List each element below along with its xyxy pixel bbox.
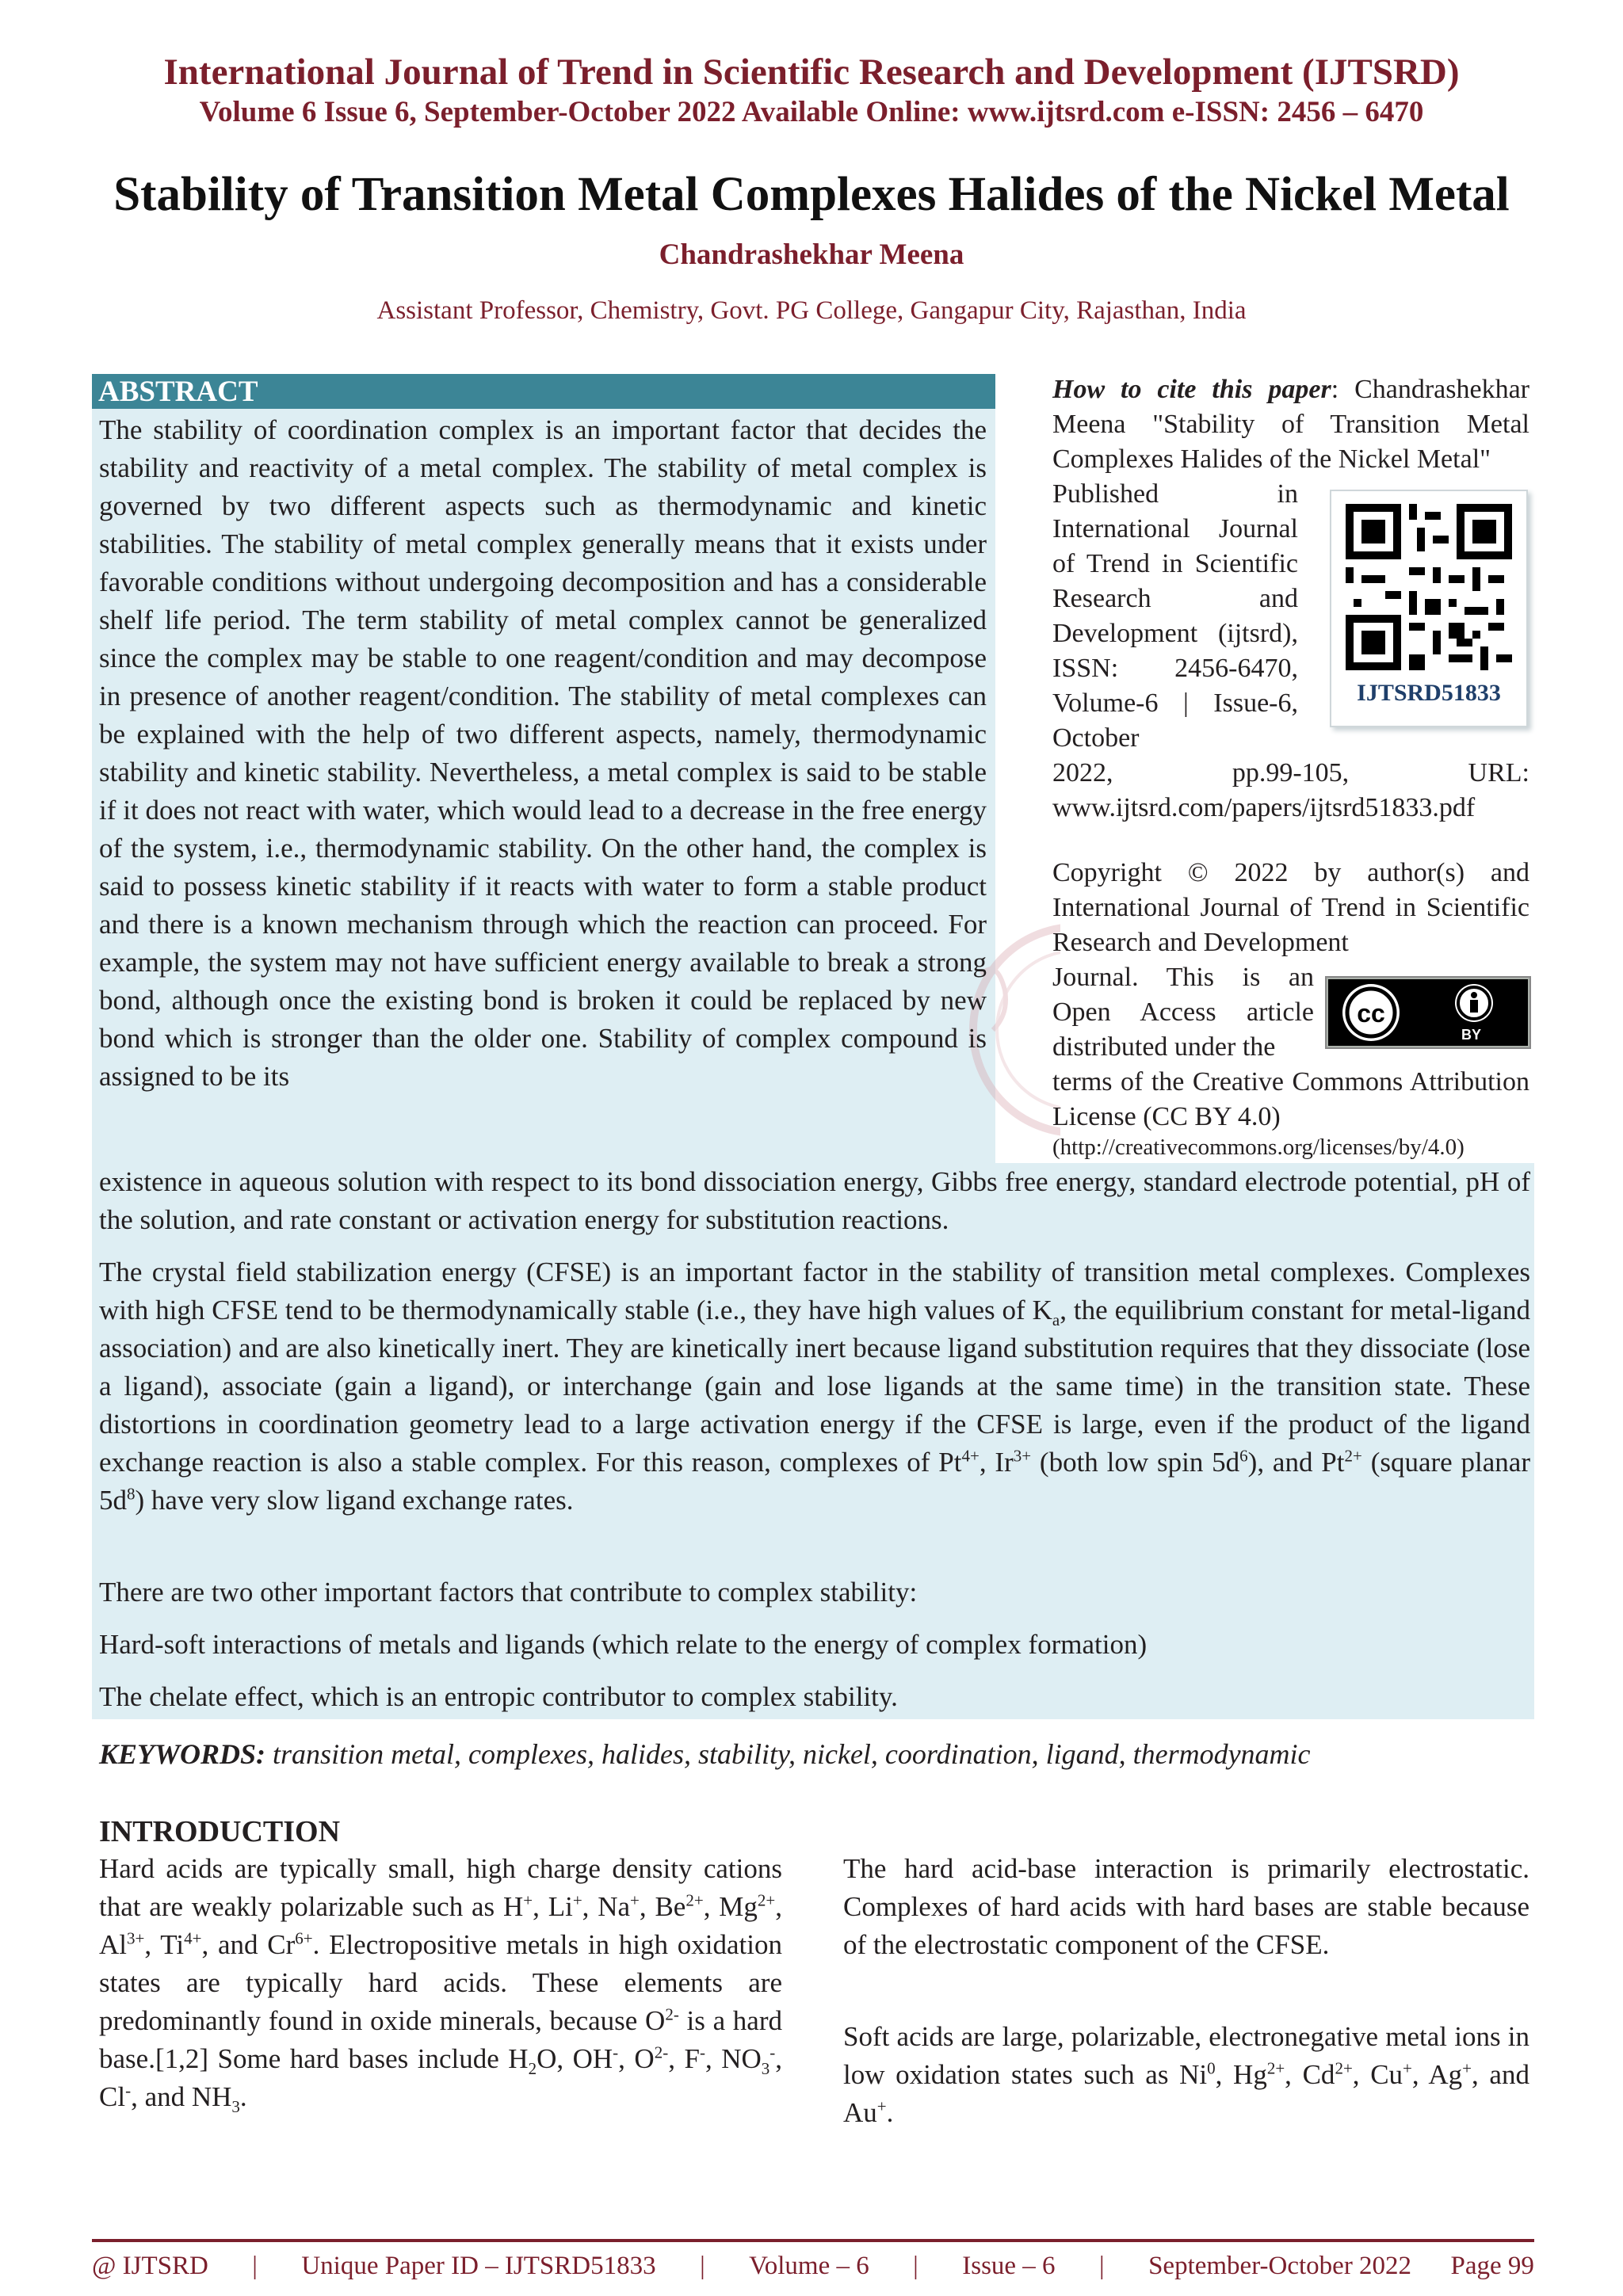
paper-title: Stability of Transition Metal Complexes Halides of the Nickel Metal — [113, 168, 1510, 221]
abstract-heading: ABSTRACT — [92, 374, 995, 409]
page-footer — [92, 2248, 1534, 2283]
qr-paper-id: IJTSRD51833 — [1357, 680, 1501, 706]
footer-separator: | — [252, 2252, 258, 2280]
abstract-paragraph-1: The stability of coordination complex is an important factor that decides the stability and reactivity of a metal complex. The stability of metal complex is governed by two different aspects such as thermodynamic and kinetic stabilities. The stability of metal complex generally means that it exists under favorable conditions without undergoing decomposition and has a considerable shelf life period. The term stability of metal complex cannot be generalized since the complex may be stable to one reagent/condition and may decompose in presence of another reagent/condition. The stability of metal complexes can be explained with the help of two different aspects, namely, thermodynamic stability and kinetic stability. Nevertheless, a metal complex is said to be stable if it does not react with water, which would lead to a decrease in the free energy of the system, i.e., thermodynamic stability. On the other hand, the complex is said to possess kinetic stability if it reacts with water to form a stable product and there is a known mechanism through which the reaction can proceed. For example, the system may not have sufficient energy available to break a strong bond, although once the existing bond is broken it could be replaced by new bond which is stronger than the older one. Stability of complex compound is assigned to be its — [99, 414, 987, 1092]
footer-volume: Volume – 6 — [749, 2252, 869, 2280]
footer-issue: Issue – 6 — [962, 2252, 1056, 2280]
intro-right-paragraph-1: The hard acid-base interaction is primarily electrostatic. Complexes of hard acids with hard bases are stable because of the electrostatic component of the CFSE. — [843, 1853, 1529, 1960]
footer-copyright: @ IJTSRD — [92, 2252, 208, 2280]
citation-url[interactable]: www.ijtsrd.com/papers/ijtsrd51833.pdf — [1052, 793, 1476, 822]
abstract-paragraph-3: There are two other important factors that contribute to complex stability: — [99, 1577, 918, 1608]
cc-by-label: BY — [1461, 1027, 1482, 1043]
journal-title: International Journal of Trend in Scientific Research and Development (IJTSRD) — [163, 51, 1460, 93]
creative-commons-icon — [1327, 978, 1529, 1047]
footer-divider — [92, 2239, 1534, 2242]
qr-code-icon — [1346, 504, 1512, 670]
author-name: Chandrashekhar Meena — [659, 238, 964, 271]
footer-paper-id: Unique Paper ID – IJTSRD51833 — [301, 2252, 656, 2280]
citation-intro: How to cite this paper: Chandrashekhar Meena "Stability of Transition Metal Complexes Halides of the Nickel Metal" — [1052, 375, 1529, 474]
cc-by-license-badge — [1325, 976, 1531, 1049]
abstract-paragraph-1-continued: existence in aqueous solution with respect to its bond dissociation energy, Gibbs free energy, standard electrode potential, pH of the solution, and rate constant or activation energy for substitution reactions. — [99, 1166, 1530, 1235]
introduction-heading: INTRODUCTION — [99, 1815, 341, 1848]
citation-label: How to cite this paper — [1052, 375, 1331, 404]
abstract-paragraph-5: The chelate effect, which is an entropic contributor to complex stability. — [99, 1681, 898, 1712]
intro-left-paragraph: Hard acids are typically small, high charge density cations that are weakly polarizable such as H+, Li+, Na+, $Be^{2+}$, $Mg^{2+}$, $Al^{3+}$, $Ti^{4+}$, and $Cr^{6+}$. Electropositive metals in high oxidation states are typically hard acids. These elements are predominantly found in oxide minerals, because $O^{2-}$ is a hard base.[1,2] Some hard bases include $H_2O$, OH-, $O^{2-}$, F-, $NO_3^-$, Cl-, and $NH_3$. — [99, 1853, 783, 2116]
copyright-open-access: Journal. This is an Open Access article distributed under the — [1052, 963, 1314, 1062]
citation-details: Published in International Journal of Trend in Scientific Research and Development (ijtsrd), ISSN: 2456-6470, Volume-6 | Issue-6, October — [1052, 479, 1298, 753]
abstract-paragraph-4: Hard-soft interactions of metals and ligands (which relate to the energy of complex formation) — [99, 1629, 1148, 1660]
license-url[interactable]: (http://creativecommons.org/licenses/by/4.0) — [1052, 1135, 1465, 1160]
qr-code-box — [1330, 490, 1528, 727]
issue-line: Volume 6 Issue 6, September-October 2022 Available Online: www.ijtsrd.com e-ISSN: 2456 – 6470 — [199, 96, 1424, 128]
footer-date: September-October 2022 — [1148, 2252, 1412, 2280]
footer-separator: | — [1099, 2252, 1105, 2280]
citation-pages: 2022, pp.99-105, URL: — [1052, 758, 1529, 788]
footer-separator: | — [700, 2252, 705, 2280]
keywords: KEYWORDS: transition metal, complexes, halides, stability, nickel, coordination, ligand, thermodynamic — [99, 1738, 1311, 1770]
keywords-label: KEYWORDS: — [99, 1738, 266, 1770]
intro-right-paragraph-2: Soft acids are large, polarizable, electronegative metal ions in low oxidation states such as Ni$^0$, $Hg^{2+}$, $Cd^{2+}$, Cu+, Ag+, and Au+. — [843, 2021, 1529, 2128]
author-affiliation: Assistant Professor, Chemistry, Govt. PG College, Gangapur City, Rajasthan, India — [376, 296, 1247, 325]
abstract-paragraph-2: The crystal field stabilization energy (CFSE) is an important factor in the stability of transition metal complexes. Complexes with high CFSE tend to be thermodynamically stable (i.e., they have high values of $K_a$, the equilibrium constant for metal-ligand association) and are also kinetically inert. They are kinetically inert because ligand substitution requires that they dissociate (lose a ligand), associate (gain a ligand), or interchange (gain and lose ligands at the same time) in the transition state. These distortions in coordination geometry lead to a large activation energy if the CFSE is large, even if the product of the ligand exchange reaction is also a stable complex. For this reason, complexes of $Pt^{4+}$, $Ir^{3+}$ (both low spin $5d^6$), and $Pt^{2+}$ (square planar $5d^8$) have very slow ligand exchange rates. — [99, 1257, 1530, 1516]
footer-separator: | — [913, 2252, 918, 2280]
svg-text:cc: cc — [1357, 999, 1385, 1028]
copyright-text: Copyright © 2022 by author(s) and International Journal of Trend in Scientific Research and Development — [1052, 858, 1529, 957]
copyright-license-text: terms of the Creative Commons Attribution License (CC BY 4.0) — [1052, 1067, 1529, 1131]
footer-page-number: Page 99 — [1450, 2252, 1534, 2280]
